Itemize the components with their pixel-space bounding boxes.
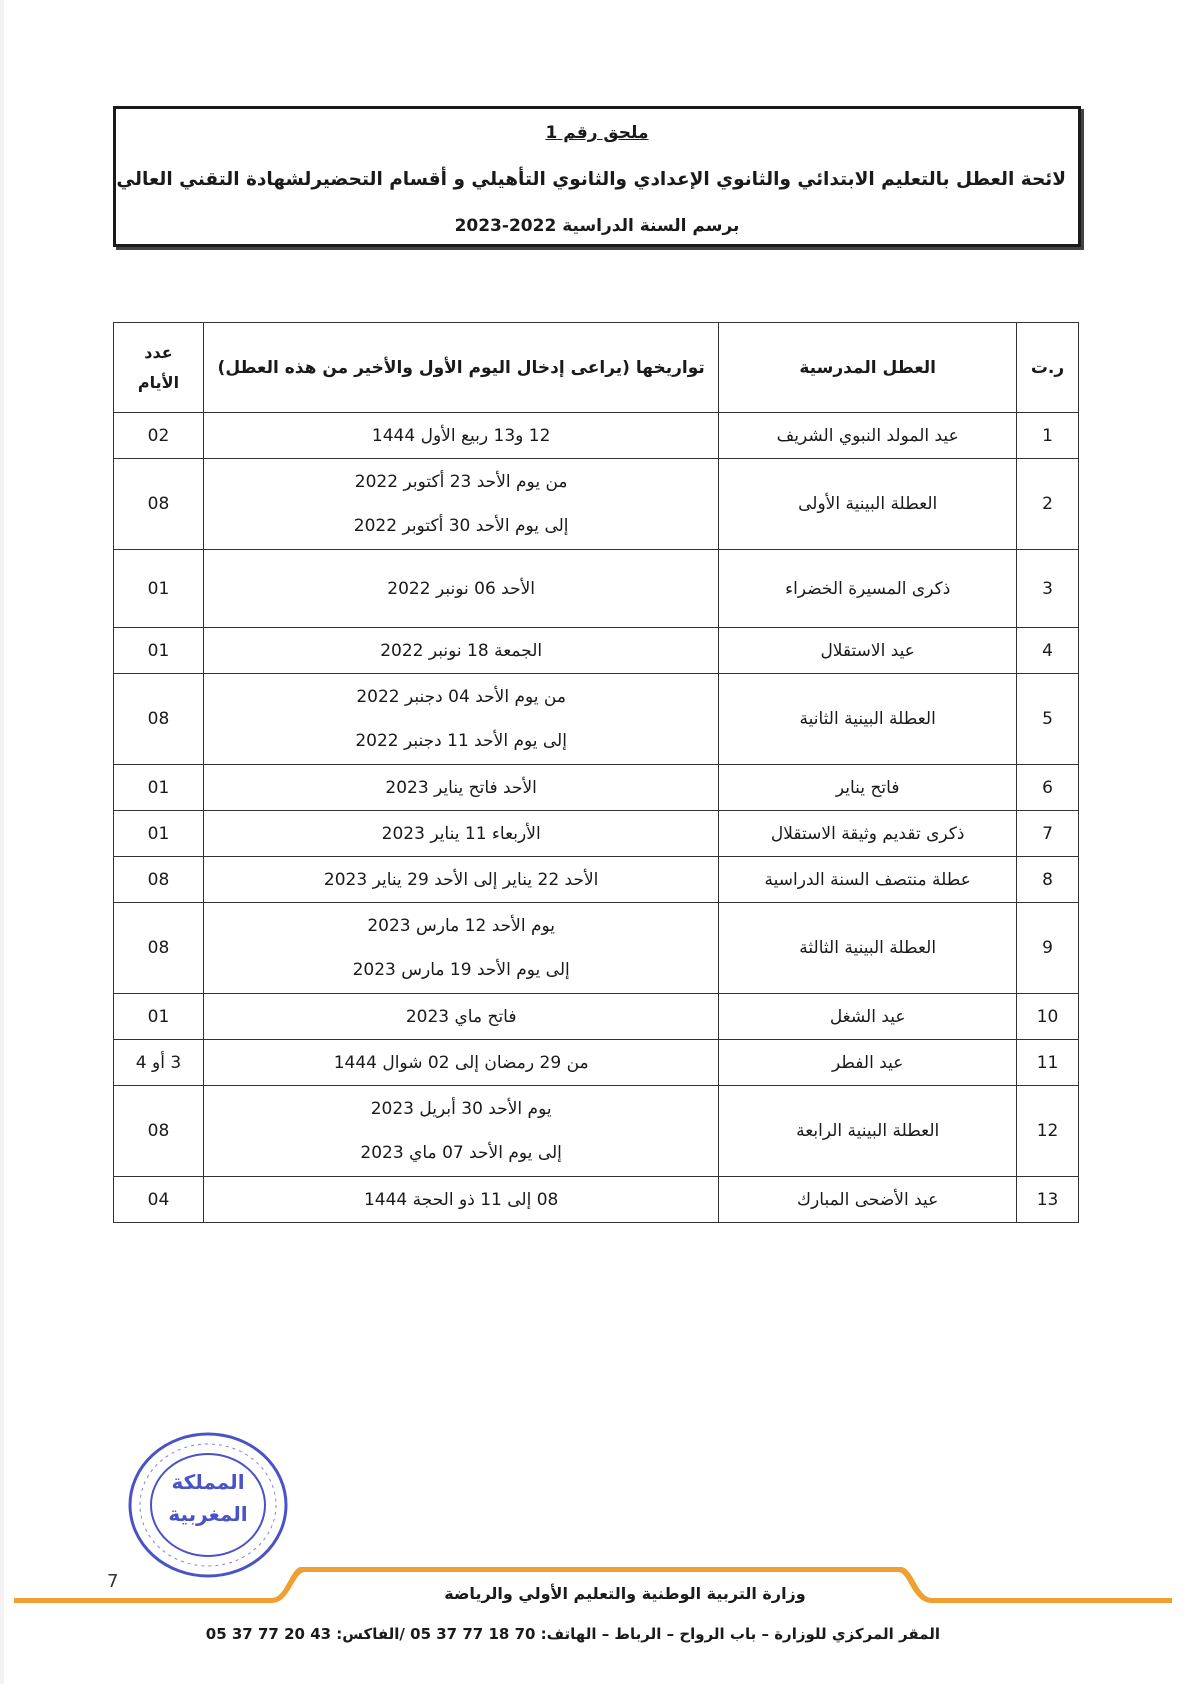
holiday-name: ذكرى تقديم وثيقة الاستقلال (719, 811, 1017, 857)
holiday-name: ذكرى المسيرة الخضراء (719, 550, 1017, 628)
table-row (114, 811, 1079, 857)
holiday-name: عيد الاستقلال (719, 628, 1017, 674)
holiday-days: 08 (114, 459, 204, 550)
holiday-dates: الأحد 22 يناير إلى الأحد 29 يناير 2023 (203, 857, 718, 903)
table-row (114, 903, 1079, 994)
table-row (114, 413, 1079, 459)
table-row (114, 1086, 1079, 1177)
table-header-row (114, 323, 1079, 413)
column-header-days (114, 323, 204, 413)
holiday-name: العطلة البينية الثالثة (719, 903, 1017, 994)
table-row (114, 628, 1079, 674)
table-row (114, 550, 1079, 628)
holiday-dates: الجمعة 18 نونبر 2022 (203, 628, 718, 674)
holiday-days: 01 (114, 765, 204, 811)
official-stamp (126, 1430, 290, 1580)
holiday-dates: الأحد فاتح يناير 2023 (203, 765, 718, 811)
holiday-name: عيد الأضحى المبارك (719, 1177, 1017, 1223)
holiday-days: 01 (114, 628, 204, 674)
table-row (114, 459, 1079, 550)
holiday-dates (203, 903, 718, 994)
date-from: يوم الأحد 12 مارس 2023 (367, 916, 555, 936)
column-header-days-line1: عدد (144, 342, 173, 362)
table-row (114, 765, 1079, 811)
holiday-name: عيد الشغل (719, 994, 1017, 1040)
stamp-text-line1: المملكة (171, 1470, 245, 1494)
row-number: 8 (1017, 857, 1079, 903)
table-row (114, 1040, 1079, 1086)
date-from: من يوم الأحد 04 دجنبر 2022 (356, 687, 566, 707)
column-header-number: ر.ت (1017, 323, 1079, 413)
ministry-address: المقر المركزي للوزارة – باب الرواح – الرباط – الهاتف: 70 18 77 37 05 /الفاكس: 43 20 77 37 05 (205, 1625, 940, 1643)
row-number: 7 (1017, 811, 1079, 857)
date-from: من يوم الأحد 23 أكتوبر 2022 (354, 472, 568, 492)
date-from: يوم الأحد 30 أبريل 2023 (370, 1099, 552, 1119)
holiday-days: 08 (114, 857, 204, 903)
holiday-dates (203, 1086, 718, 1177)
row-number: 3 (1017, 550, 1079, 628)
holiday-dates: من 29 رمضان إلى 02 شوال 1444 (203, 1040, 718, 1086)
holiday-days: 08 (114, 1086, 204, 1177)
holiday-days: 01 (114, 811, 204, 857)
holiday-name: العطلة البينية الرابعة (719, 1086, 1017, 1177)
holiday-name: العطلة البينية الأولى (719, 459, 1017, 550)
page-number: 7 (107, 1571, 119, 1592)
table-row (114, 1177, 1079, 1223)
table-row (114, 994, 1079, 1040)
date-to: إلى يوم الأحد 11 دجنبر 2022 (355, 731, 567, 751)
holiday-name: عيد الفطر (719, 1040, 1017, 1086)
holiday-days: 08 (114, 674, 204, 765)
holiday-dates: الأربعاء 11 يناير 2023 (203, 811, 718, 857)
annex-label-text: ملحق رقم 1 (545, 123, 649, 143)
stamp-text-line2: المغربية (168, 1502, 248, 1526)
holiday-days: 01 (114, 550, 204, 628)
row-number: 5 (1017, 674, 1079, 765)
holiday-name: عطلة منتصف السنة الدراسية (719, 857, 1017, 903)
row-number: 9 (1017, 903, 1079, 994)
document-title: لائحة العطل بالتعليم الابتدائي والثانوي الإعدادي والثانوي التأهيلي و أقسام التحضيرلشهادة التقني العالي (116, 169, 1066, 190)
holiday-days: 3 أو 4 (114, 1040, 204, 1086)
holiday-name: العطلة البينية الثانية (719, 674, 1017, 765)
holiday-days: 01 (114, 994, 204, 1040)
holiday-days: 02 (114, 413, 204, 459)
row-number: 13 (1017, 1177, 1079, 1223)
row-number: 10 (1017, 994, 1079, 1040)
annex-label (116, 123, 1078, 143)
holiday-dates (203, 674, 718, 765)
date-to: إلى يوم الأحد 19 مارس 2023 (352, 960, 570, 980)
holiday-dates: فاتح ماي 2023 (203, 994, 718, 1040)
ministry-name-text: وزارة التربية الوطنية والتعليم الأولي والرياضة (444, 1584, 806, 1603)
holidays-table (113, 322, 1079, 1223)
document-subtitle: برسم السنة الدراسية 2022-2023 (454, 216, 740, 236)
row-number: 1 (1017, 413, 1079, 459)
holiday-days: 04 (114, 1177, 204, 1223)
header-box (113, 106, 1081, 247)
row-number: 11 (1017, 1040, 1079, 1086)
row-number: 6 (1017, 765, 1079, 811)
holiday-name: عيد المولد النبوي الشريف (719, 413, 1017, 459)
row-number: 12 (1017, 1086, 1079, 1177)
date-to: إلى يوم الأحد 30 أكتوبر 2022 (353, 516, 569, 536)
holiday-dates: الأحد 06 نونبر 2022 (203, 550, 718, 628)
row-number: 4 (1017, 628, 1079, 674)
table-row (114, 674, 1079, 765)
date-to: إلى يوم الأحد 07 ماي 2023 (360, 1143, 562, 1163)
holiday-days: 08 (114, 903, 204, 994)
column-header-holiday: العطل المدرسية (719, 323, 1017, 413)
row-number: 2 (1017, 459, 1079, 550)
scan-edge (0, 0, 4, 1684)
ministry-name (0, 1584, 1190, 1603)
holiday-dates: 08 إلى 11 ذو الحجة 1444 (203, 1177, 718, 1223)
table-row (114, 857, 1079, 903)
holiday-name: فاتح يناير (719, 765, 1017, 811)
holiday-dates: 12 و13 ربيع الأول 1444 (203, 413, 718, 459)
holiday-dates (203, 459, 718, 550)
column-header-days-line2: الأيام (137, 372, 180, 392)
column-header-dates: تواريخها (يراعى إدخال اليوم الأول والأخير من هذه العطل) (203, 323, 718, 413)
